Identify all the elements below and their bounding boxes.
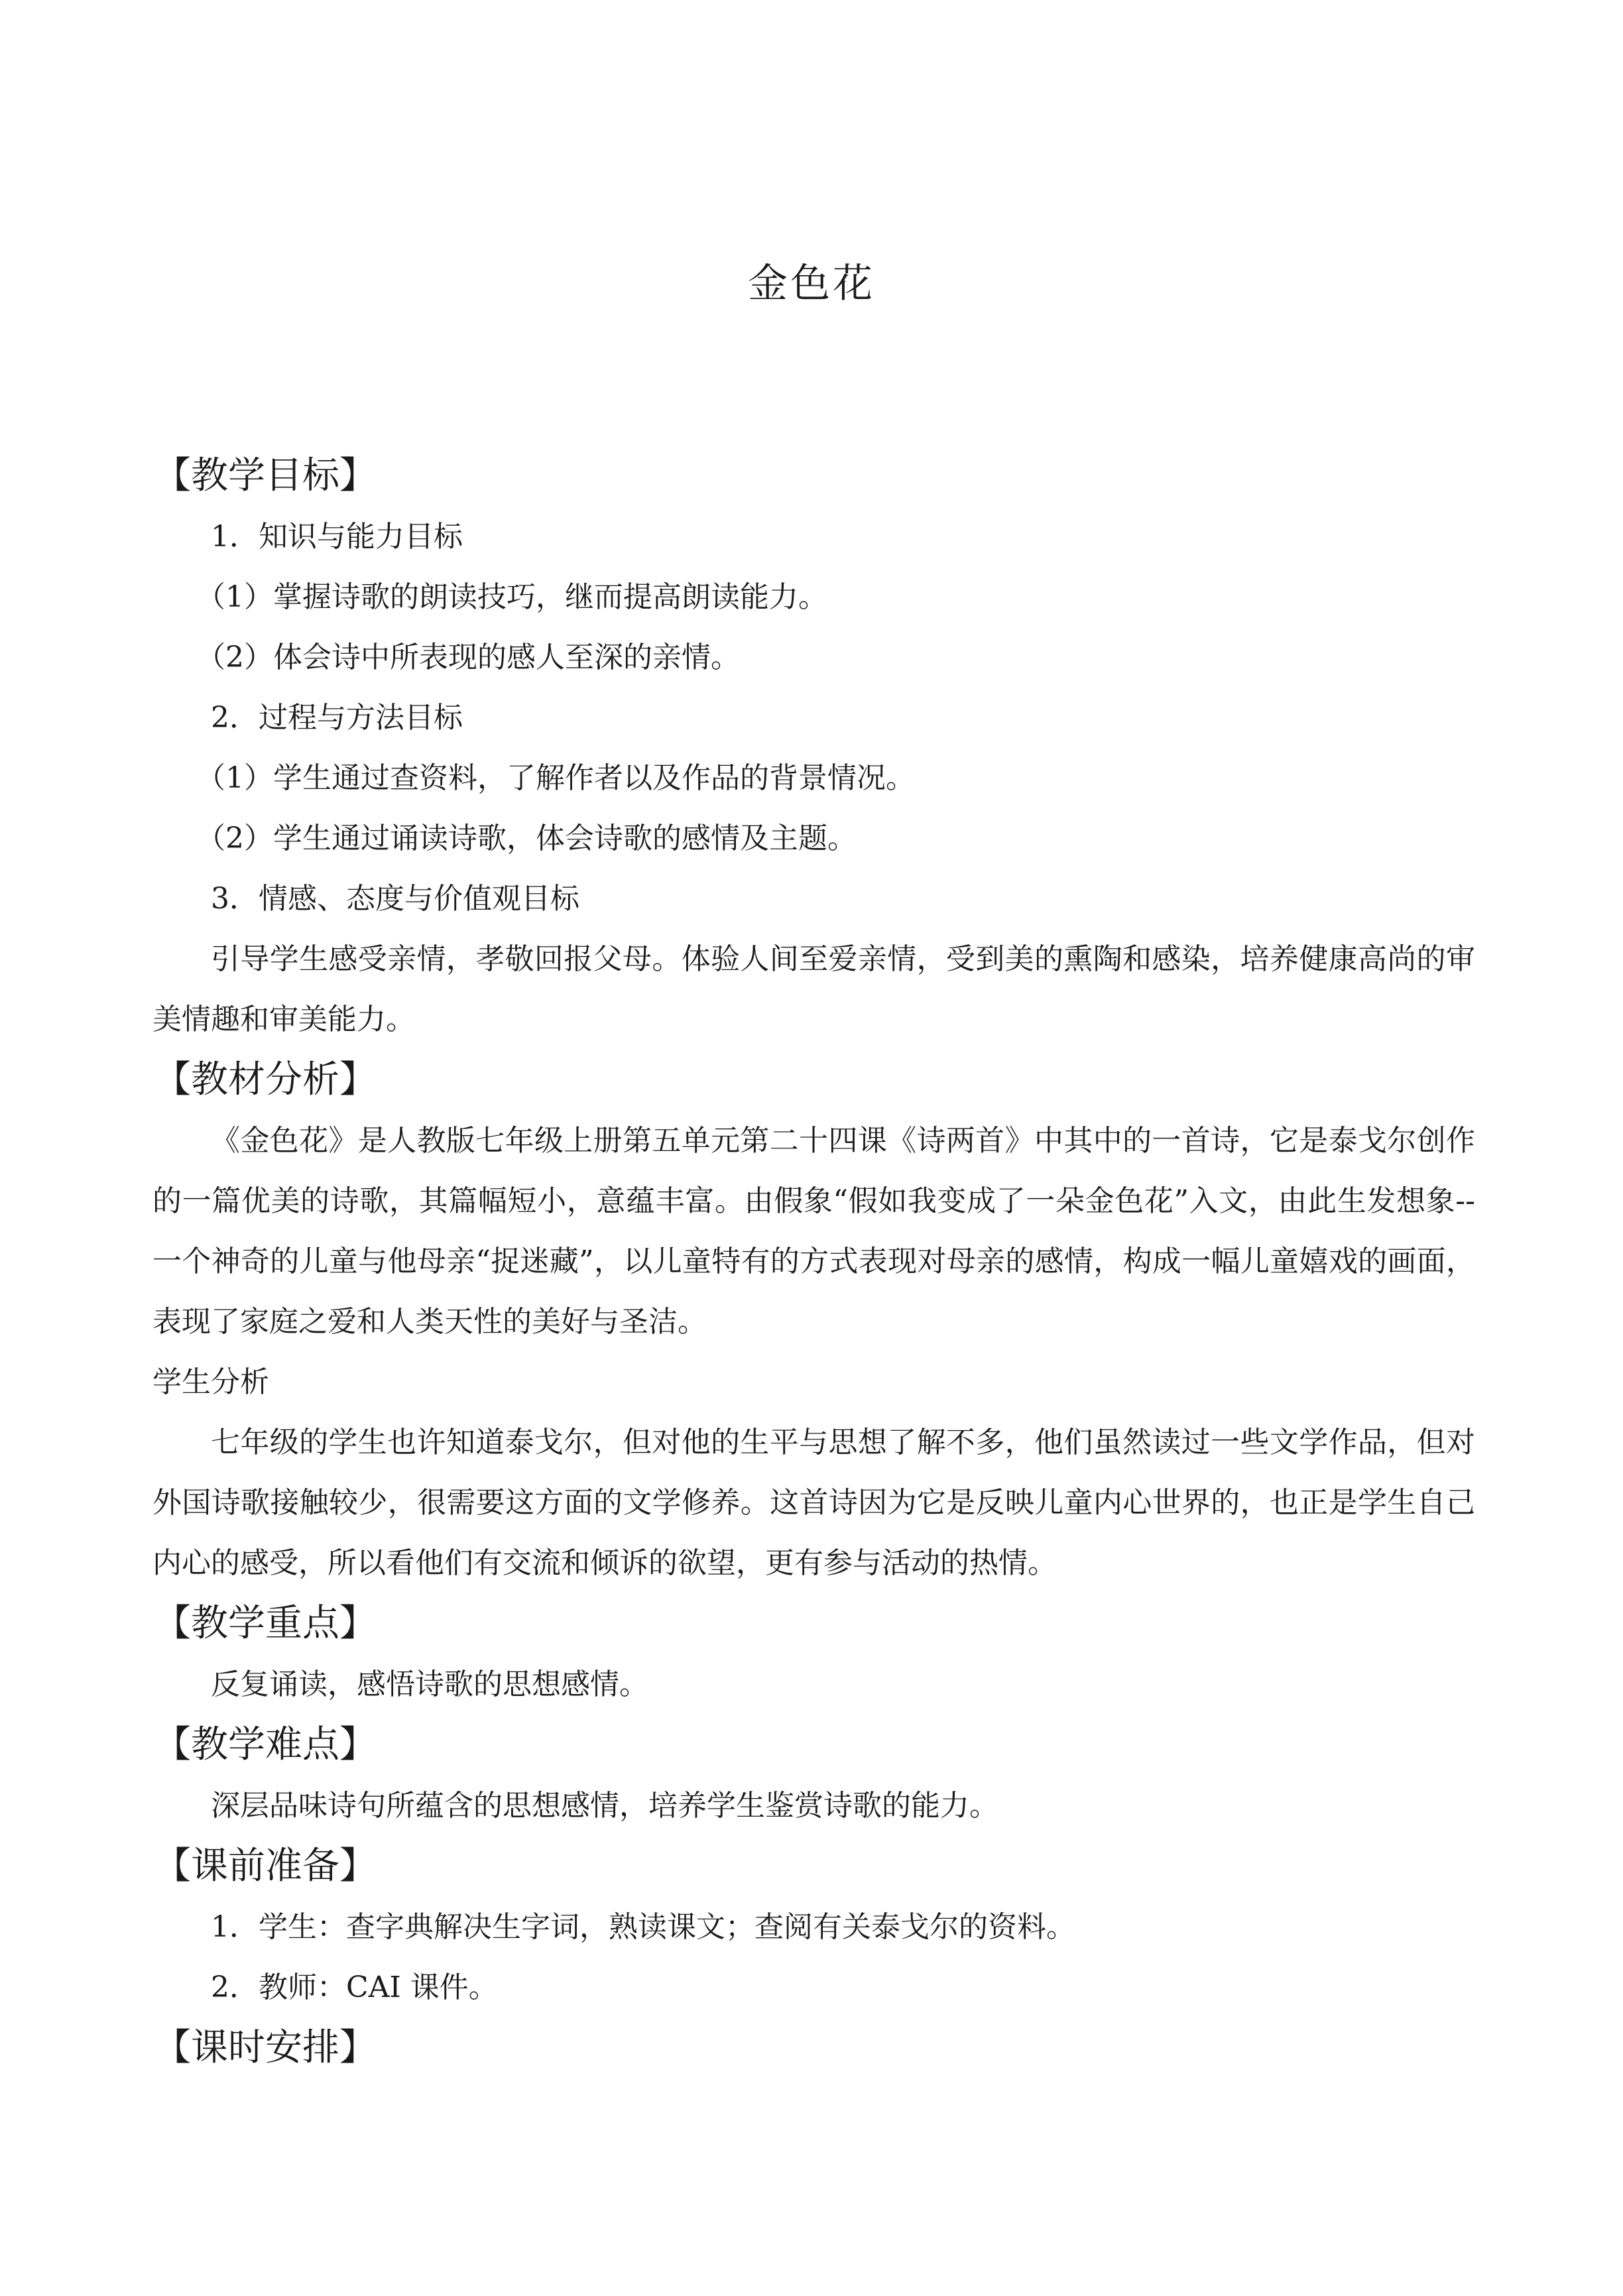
preparation-students: 1．学生：查字典解决生字词，熟读课文；查阅有关泰戈尔的资料。 — [211, 1910, 1075, 1944]
goal-process-2: （2）学生通过诵读诗歌，体会诗歌的感情及主题。 — [196, 821, 857, 855]
section-heading-key-points: 【教学重点】 — [154, 1602, 377, 1645]
key-points-text: 反复诵读，感悟诗歌的思想感情。 — [211, 1667, 648, 1701]
goal-process-1: （1）学生通过查资料，了解作者以及作品的背景情况。 — [196, 761, 915, 795]
section-heading-difficulties: 【教学难点】 — [154, 1723, 377, 1766]
section-heading-preparation: 【课前准备】 — [154, 1844, 377, 1888]
goal-process: 2．过程与方法目标 — [211, 701, 463, 735]
student-analysis-text: 七年级的学生也许知道泰戈尔，但对他的生平与思想了解不多，他们虽然读过一些文学作品，但对外国诗歌接触较少，很需要这方面的文学修养。这首诗因为它是反映儿童内心世界的，也正是学生自己内心的感受，所以看他们有交流和倾诉的欲望，更有参与活动的热情。 — [152, 1425, 1475, 1580]
goal-knowledge-2: （2）体会诗中所表现的感人至深的亲情。 — [196, 640, 740, 674]
material-analysis-text: 《金色花》是人教版七年级上册第五单元第二十四课《诗两首》中其中的一首诗，它是泰戈尔创作的一篇优美的诗歌，其篇幅短小，意蕴丰富。由假象“假如我变成了一朵金色花”入文，由此生发想象--一个神奇的儿童与他母亲“捉迷藏”，以儿童特有的方式表现对母亲的感情，构成一幅儿童嬉戏的画面，表现了家庭之爱和人类天性的美好与圣洁。 — [152, 1124, 1475, 1339]
section-heading-teaching-goals: 【教学目标】 — [154, 454, 377, 497]
preparation-teacher: 2．教师：CAI 课件。 — [211, 1970, 498, 2004]
goal-emotion-text: 引导学生感受亲情，孝敬回报父母。体验人间至爱亲情，受到美的熏陶和感染，培养健康高尚的审美情趣和审美能力。 — [152, 942, 1475, 1036]
document-body — [152, 446, 1475, 2079]
difficulties-text: 深层品味诗句所蕴含的思想感情，培养学生鉴赏诗歌的能力。 — [211, 1789, 998, 1823]
document-title: 金色花 — [748, 261, 875, 307]
goal-emotion: 3．情感、态度与价值观目标 — [211, 882, 579, 916]
goal-knowledge: 1．知识与能力目标 — [211, 520, 463, 554]
section-heading-schedule: 【课时安排】 — [154, 2026, 377, 2069]
section-heading-student-analysis: 学生分析 — [152, 1365, 269, 1399]
goal-knowledge-1: （1）掌握诗歌的朗读技巧，继而提高朗读能力。 — [196, 580, 827, 614]
section-heading-material-analysis: 【教材分析】 — [154, 1058, 377, 1101]
